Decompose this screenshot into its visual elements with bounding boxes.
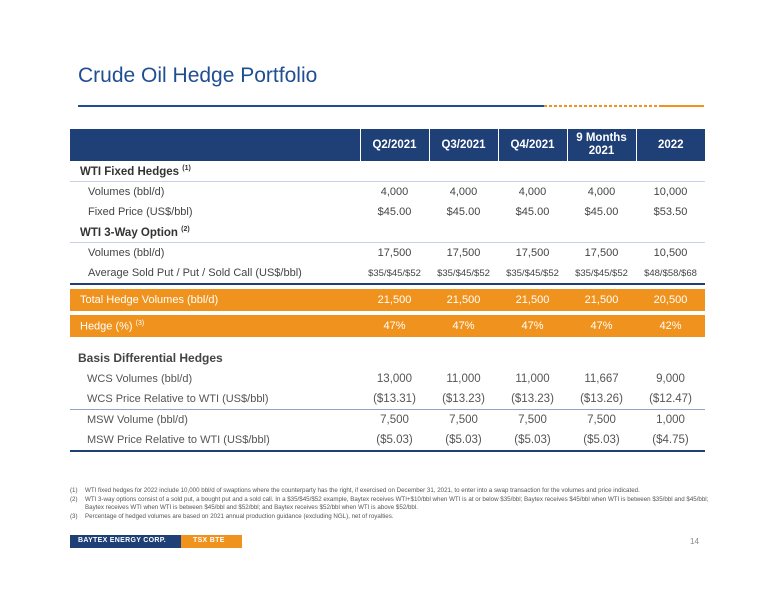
cell: 42%: [636, 315, 705, 337]
cell: 11,000: [515, 373, 550, 385]
col-header-line: 2021: [588, 145, 615, 157]
col-header: Q2/2021: [360, 129, 429, 161]
cell: 7,500: [518, 414, 547, 426]
col-header-line: 9 Months: [576, 132, 627, 144]
table-row: [70, 430, 705, 451]
cell: ($5.03): [429, 430, 498, 451]
row-label-text: Hedge (%): [80, 320, 133, 333]
table-header-row: [70, 129, 705, 161]
section-title: Basis Differential Hedges: [78, 351, 223, 365]
cell: 1,000: [656, 414, 685, 426]
title-rule-dashed: [544, 105, 662, 107]
cell: 7,500: [587, 414, 616, 426]
cell: ($5.03): [360, 430, 429, 451]
cell: ($5.03): [567, 430, 636, 451]
footer-logo-bar: [70, 535, 242, 548]
cell: 21,500: [429, 289, 498, 311]
cell: ($13.26): [567, 389, 636, 410]
table-row: [70, 263, 705, 284]
cell: 21,500: [567, 289, 636, 311]
hedge-percent-row: [70, 315, 705, 337]
page-title: Crude Oil Hedge Portfolio: [78, 64, 318, 87]
cell: 11,000: [446, 373, 481, 385]
row-label: Volumes (bbl/d): [88, 186, 165, 198]
cell: $35/$45/$52: [567, 263, 636, 284]
row-label: WCS Volumes (bbl/d): [87, 373, 193, 385]
table-row: [70, 389, 705, 410]
total-hedge-row: [70, 289, 705, 311]
cell: ($5.03): [498, 430, 567, 451]
section-header-basis: [70, 347, 705, 369]
page-number: 14: [690, 537, 699, 546]
company-name: BAYTEX ENERGY CORP.: [78, 537, 167, 544]
cell: 11,667: [584, 373, 619, 385]
row-label: [70, 315, 360, 337]
cell: 9,000: [656, 373, 685, 385]
cell: $35/$45/$52: [360, 263, 429, 284]
hedge-table: [70, 129, 705, 452]
cell: $53.50: [653, 206, 688, 218]
col-header-9-months: [567, 129, 636, 161]
cell: $45.00: [446, 206, 481, 218]
cell: ($4.75): [636, 430, 705, 451]
cell: $45.00: [377, 206, 412, 218]
col-header: 2022: [636, 129, 705, 161]
col-header: Q3/2021: [429, 129, 498, 161]
row-label: WCS Price Relative to WTI (US$/bbl): [70, 389, 360, 410]
cell: $35/$45/$52: [498, 263, 567, 284]
section-header-wti-fixed: [70, 161, 705, 182]
cell: 4,000: [587, 186, 616, 198]
footnotes: [70, 487, 710, 523]
row-label: MSW Price Relative to WTI (US$/bbl): [70, 430, 360, 451]
cell: $35/$45/$52: [429, 263, 498, 284]
footnote-ref: (3): [135, 319, 145, 327]
cell: 4,000: [518, 186, 547, 198]
cell: $45.00: [584, 206, 619, 218]
table-row: [70, 369, 705, 389]
row-label: Fixed Price (US$/bbl): [88, 206, 193, 218]
title-rule-blue: [78, 105, 544, 107]
table-row: [70, 243, 705, 264]
cell: 17,500: [377, 247, 412, 259]
table-row: [70, 182, 705, 203]
col-header: Q4/2021: [498, 129, 567, 161]
cell: 10,000: [653, 186, 688, 198]
cell: 10,500: [653, 247, 688, 259]
title-rule-orange: [662, 105, 704, 107]
cell: 17,500: [515, 247, 550, 259]
cell: 47%: [567, 315, 636, 337]
cell: ($13.23): [429, 389, 498, 410]
section-title: [70, 161, 705, 182]
footnote-number: (3): [70, 513, 78, 521]
cell: 4,000: [449, 186, 478, 198]
cell: ($12.47): [636, 389, 705, 410]
cell: 7,500: [380, 414, 409, 426]
footnote: [70, 487, 710, 494]
ticker-symbol: TSX BTE: [193, 537, 225, 544]
row-label: Volumes (bbl/d): [88, 247, 165, 259]
row-label: MSW Volume (bbl/d): [87, 414, 188, 426]
footnote-text: WTI fixed hedges for 2022 include 10,000 bbl/d of swaptions where the counterparty has the right, if exercised on December 31, 2021, to enter into a swap transaction for the volumes and price indicated.: [85, 487, 640, 494]
table-row: [70, 410, 705, 431]
cell: ($13.31): [360, 389, 429, 410]
footnote: [70, 496, 710, 511]
cell: 17,500: [584, 247, 619, 259]
cell: 47%: [360, 315, 429, 337]
footnote-number: (1): [70, 487, 78, 494]
cell: 4,000: [380, 186, 409, 198]
row-label: Total Hedge Volumes (bbl/d): [70, 289, 360, 311]
table-row: [70, 202, 705, 222]
section-title-text: WTI Fixed Hedges: [80, 165, 180, 178]
cell: $48/$58/$68: [636, 263, 705, 284]
section-title: [70, 222, 705, 243]
footnote-ref: (2): [181, 225, 190, 233]
cell: 17,500: [446, 247, 481, 259]
footnote-ref: (1): [182, 164, 191, 172]
footnote: [70, 513, 710, 520]
header-blank-cell: [70, 129, 360, 161]
cell: 21,500: [498, 289, 567, 311]
cell: $45.00: [515, 206, 550, 218]
cell: 21,500: [360, 289, 429, 311]
cell: ($13.23): [498, 389, 567, 410]
spacer: [70, 337, 705, 347]
cell: 47%: [498, 315, 567, 337]
cell: 13,000: [376, 373, 413, 385]
cell: 20,500: [636, 289, 705, 311]
cell: 47%: [429, 315, 498, 337]
cell: 7,500: [449, 414, 478, 426]
section-header-wti-3way: [70, 222, 705, 243]
section-title-text: WTI 3-Way Option: [80, 226, 178, 239]
footnote-number: (2): [70, 496, 78, 504]
row-label: Average Sold Put / Put / Sold Call (US$/bbl): [70, 263, 360, 284]
footnote-text: WTI 3-way options consist of a sold put, a bought put and a sold call. In a $35/$45/$52 example, Baytex receives WTI+$10/bbl when WTI is at or below $35/bbl; Baytex receives $45/bbl when WTI is between $35/bbl and $45/bbl; Baytex receives WTI when WTI is between $45/bbl and $52/bbl; and Baytex receives $52/bbl when WTI is above $52/bbl.: [85, 496, 709, 511]
footnote-text: Percentage of hedged volumes are based on 2021 annual production guidance (excluding NGL), net of royalties.: [85, 513, 394, 521]
